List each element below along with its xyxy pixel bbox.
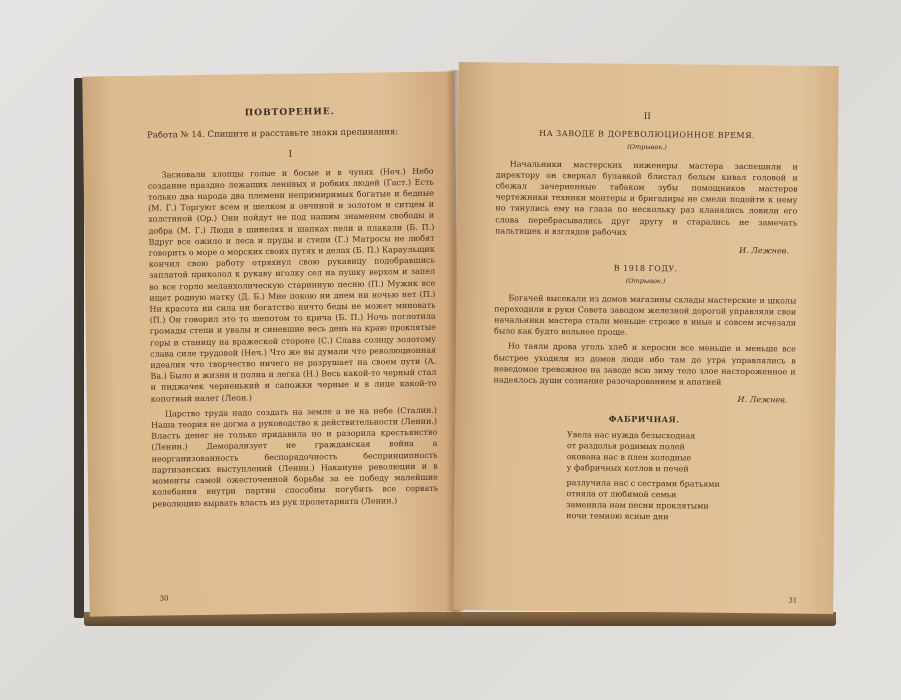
- poem-line: от раздолья родимых полей: [566, 440, 685, 452]
- author-signature: И. Лежнев.: [737, 395, 788, 405]
- poem-line: окована нас в плен холодные: [566, 451, 692, 463]
- poem-line: разлучила нас с сестрами братьями: [566, 477, 720, 489]
- poem-stanza: [492, 476, 794, 523]
- page-heading: ПОВТОРЕНИЕ.: [244, 107, 335, 119]
- task-instruction: Работа № 14. Спишите и расставьте знаки препинания:: [147, 127, 399, 141]
- right-page: [453, 62, 839, 614]
- poem-line: Увела нас нужда безысходная: [566, 429, 696, 441]
- page-number: 31: [788, 596, 798, 605]
- left-page: [82, 71, 462, 616]
- paragraph: Но таяли дрова уголь хлеб и керосин все меньше и меньше все быстрее уходили из домов люди ибо там до утра управлялись в неведомое тревожное на заводе всю зиму тело злое настороженное и надеялось души сознание разочарованием и апатией: [493, 342, 796, 387]
- poem-line: отняла от любимой семьи: [566, 488, 677, 499]
- author-signature: И. Лежнев.: [739, 246, 789, 256]
- section-number: II: [643, 111, 651, 123]
- subtitle: (Отрывок.): [625, 277, 666, 286]
- paragraph: Засновали хлопцы голые и босые и в чунях (Неч.) Небо создание праздно лежащих ленивых и робких людей (Гаст.) Есть только два народа два племени непримиримых богатые и бедные (М. Г.) Торгуют всем и шелком и овчиной и золотом и ситцем и холстиной (Ор.) Они пойдут не под нашим знаменем свободы и добра (М. Г.) Люди в шинелях и шапках пели и плакали (Б. П.) Вдруг все ожило и леса и пруды и степи (Г.) Матросы не любят говорить о море о морских своих путях и делах (Б. П.) Караульщик кончил свою работу отряхнул свою рукавицу подобравшись заплатой приколол к рукаву иголку сел на пушку верхом и запел во все горло меланхолическую старинную песню (П.) Мужик все ищет родную матку (Д. Б.) Мне покою ни днем ни ночью нет (П.) Ни красота ни сила ни богатство ничто беды не может миновать (П.) Он говорил это то шепотом то крича (Б. П.) Ночь поглотила громады степи и увалы и синевшие весь день на краю проклятые горы и станицу на вражеской стороне (С.) Слава солнцу золотому слава силе трудовой (Неч.) Что же вы думали что революционная идеалия что творчество ничего не разрушает на своем пути (А. Ва.) Было и жизни и полна и легка (Н.) Весь какой-то черный стал и пиджачек черненький и сапожки черные и в лице какой-то копотный налет (Леон.): [147, 166, 437, 404]
- section-number: I: [288, 150, 293, 161]
- poem-line: ночи темною ясные дни: [566, 510, 669, 521]
- poem-title: ФАБРИЧНАЯ.: [608, 414, 680, 425]
- section-title: В 1918 ГОДУ.: [613, 263, 678, 274]
- poem-stanza: [493, 428, 795, 475]
- subtitle: (Отрывок.): [627, 143, 667, 152]
- poem-line: у фабричных котлов и печей: [566, 462, 689, 474]
- paragraph: Начальники мастерских инженеры мастера заспешили и директору он сверкал булавкой блистал белым кивал головой и сбежал зачерненные табаком зубы помощников мастеров чертежники техники монтеры и бригадиры не смели подойти к нему но тянулись ему на глаза по нескольку раз кланялись ловили его слова перебрасывались друг другу и старались не замечать пальтишек и взглядов рабочих: [495, 159, 798, 237]
- page-number: 30: [159, 594, 169, 603]
- paragraph: Царство труда надо создать на земле а не на небе (Сталин.) Наша теория не догма а руководство к действительности (Ленин.) Власть денег не только придавила но и разорила крестьянство (Ленин.) Деморализует не гражданская война а неорганизованность беспорядочность беспринципность партизанских выступлений (Ленин.) Накануне революции и в моменты самой ожесточенной борьбы за ее победу малейшие колебания внутри партии способны погубить все сорвать революцию вырвать власть из рук пролетариата (Ленин.): [151, 405, 439, 509]
- paragraph: Богачей высекали из домов магазины склады мастерские и школы переходили в руки Совета заводом железной дорогой управляли свои начальники мастера стали меньше строже в иные и совсем исчезали было как будто вольнее проще.: [494, 293, 797, 338]
- poem-line: заменила нам песни проклятыми: [566, 499, 709, 511]
- section-title: НА ЗАВОДЕ В ДОРЕВОЛЮЦИОННОЕ ВРЕМЯ.: [539, 129, 756, 141]
